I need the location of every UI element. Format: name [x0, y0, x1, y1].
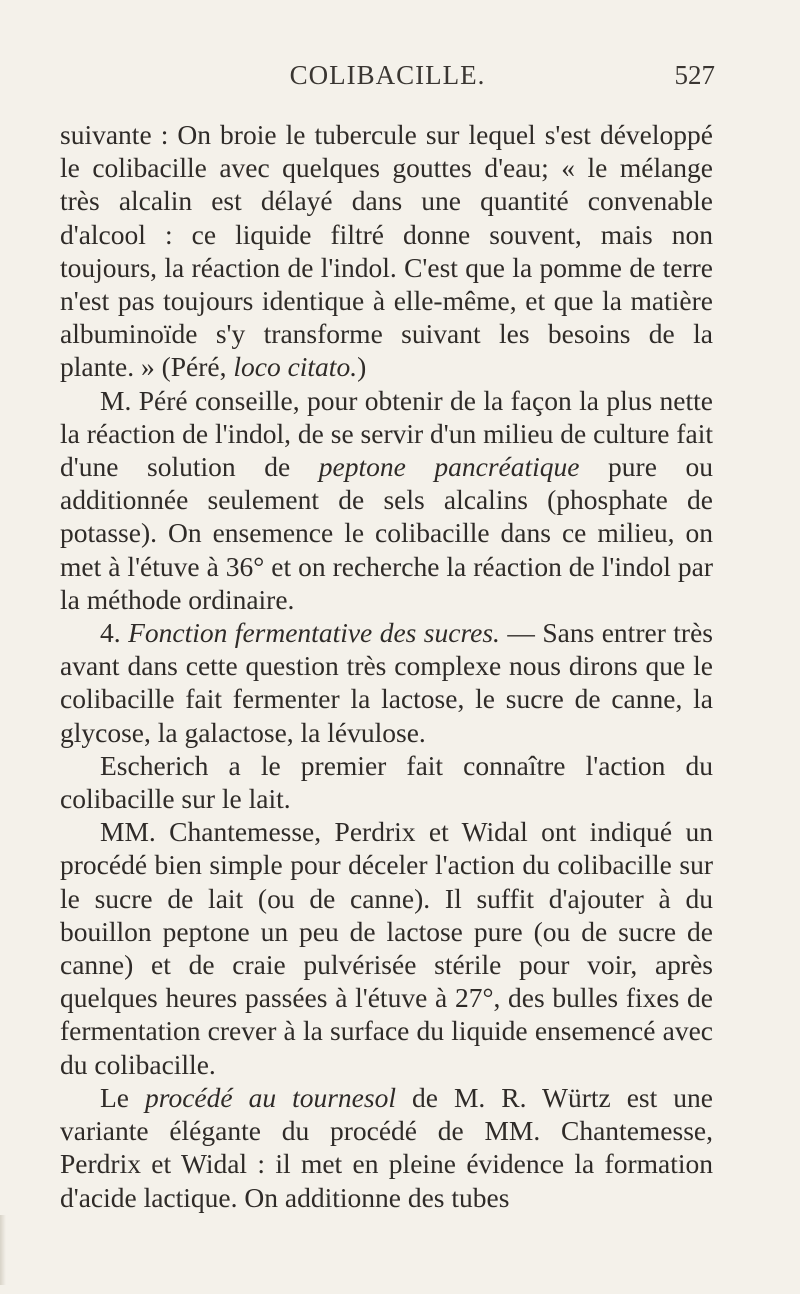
section-heading-italic: Fonction fermentative des sucres.: [128, 617, 500, 649]
running-head: [60, 60, 715, 100]
paragraph-2-rest: pure ou additionnée seulement de sels alcalins (phosphate de potasse). On ensemence le colibacille dans ce milieu, on met à l'étuve à 36° et on recherche la réaction de l'indol par la méthode ordinaire.: [60, 451, 713, 615]
paragraph-1: [60, 118, 713, 384]
paragraph-5-text: MM. Chantemesse, Perdrix et Widal ont indiqué un procédé bien simple pour déceler l'action du colibacille sur le sucre de lait (ou de canne). Il suffit d'ajouter à du bouillon peptone un peu de lactose pure (ou de sucre de canne) et de craie pulvérisée stérile pour voir, après quelques heures passées à l'étuve à 27°, des bulles fixes de fermentation crever à la surface du liquide ensemencé avec du colibacille.: [60, 816, 713, 1080]
paragraph-1-close: ): [357, 351, 367, 383]
body-text: [60, 118, 713, 1214]
paragraph-1-text: suivante : On broie le tubercule sur lequel s'est développé le colibacille avec quelques gouttes d'eau; « le mélange très alcalin est délayé dans une quantité convenable d'alcool : ce liquide filtré donne souvent, mais non toujours, la réaction de l'indol. C'est que la pomme de terre n'est pas toujours identique à elle-même, et que la matière albuminoïde s'y transforme suivant les besoins de la plante. » (Péré,: [60, 119, 713, 383]
paragraph-3-text: — Sans entrer très avant dans cette question très complexe nous dirons que le colibacille fait fermenter la lactose, le sucre de canne, la glycose, la galactose, la lévulose.: [60, 617, 714, 748]
page-number: 527: [674, 60, 715, 90]
paragraph-6-rest: de M. R. Würtz est une variante élégante du procédé de MM. Chantemesse, Perdrix et Widal : il met en pleine évidence la formation d'acide lactique. On additionne des tubes: [60, 1081, 713, 1213]
paragraph-2: [60, 384, 713, 616]
paragraph-6-text: Le: [100, 1081, 146, 1113]
paragraph-5: [60, 815, 713, 1081]
peptone-italic: peptone pancréatique: [318, 451, 580, 483]
paragraph-3: [60, 616, 713, 749]
paragraph-2-text: M. Péré conseille, pour obtenir de la façon la plus nette la réaction de l'indol, de se servir d'un milieu de culture fait d'une solution de: [60, 384, 713, 483]
paragraph-4: [60, 749, 713, 815]
tournesol-italic: procédé au tournesol: [145, 1081, 396, 1113]
citation-italic: loco citato.: [233, 351, 358, 383]
section-number: 4.: [100, 617, 129, 649]
paragraph-6: [60, 1081, 713, 1214]
running-title: COLIBACILLE.: [289, 60, 486, 90]
page-edge-shadow: [0, 1215, 6, 1285]
paragraph-4-text: Escherich a le premier fait connaître l'action du colibacille sur le lait.: [60, 749, 713, 815]
